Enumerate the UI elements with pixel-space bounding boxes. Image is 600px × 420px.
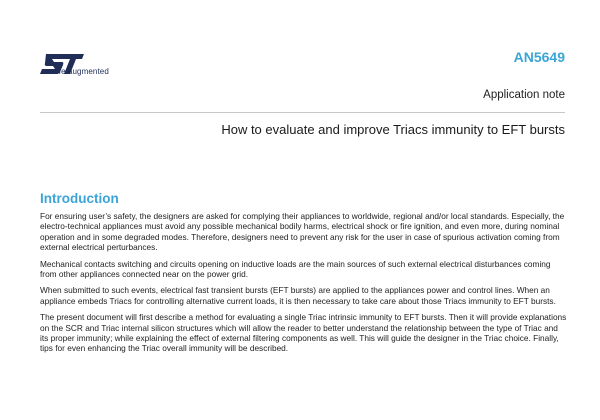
header-divider: [40, 112, 565, 113]
section-heading: Introduction: [40, 191, 119, 206]
document-title: How to evaluate and improve Triacs immunity to EFT bursts: [221, 122, 565, 137]
paragraph: The present document will first describe a method for evaluating a single Triac intrinsic immunity to EFT bursts. Then it will provide explanations on the SCR and Triac internal silicon structures which will allow the reader to better understand the relationship between the type of Triac and its proper immunity; while explaining the effect of external filtering components as well. This will guide the designer in the Triac choice. Finally, tips for even enhancing the Triac overall immunity will be described.: [40, 312, 567, 354]
paragraph: Mechanical contacts switching and circuits opening on inductive loads are the main sources of such external electrical disturbances coming from other appliances connected near on the power grid.: [40, 258, 551, 280]
document-type: Application note: [483, 89, 565, 101]
paragraph: For ensuring user’s safety, the designers are asked for complying their appliances to worldwide, regional and/or local standards. Especially, the electro-technical appliances must avoid any possible mechanical bodily harms, electrical shock or fire ignition, and even more, during nominal operation and in some degraded modes. Therefore, designers need to prevent any risk for the user in case of spurious activation coming from external electrical perturbances.: [40, 211, 565, 253]
document-number: AN5649: [513, 49, 565, 65]
logo-tagline: life.augmented: [55, 67, 109, 76]
paragraph: When submitted to such events, electrical fast transient bursts (EFT bursts) are applied to the appliances power and control lines. When an appliance embeds Triacs for controlling alternative current loads, it is then necessary to take care about those Triacs immunity to EFT bursts.: [40, 285, 556, 306]
body-text: [40, 211, 568, 360]
